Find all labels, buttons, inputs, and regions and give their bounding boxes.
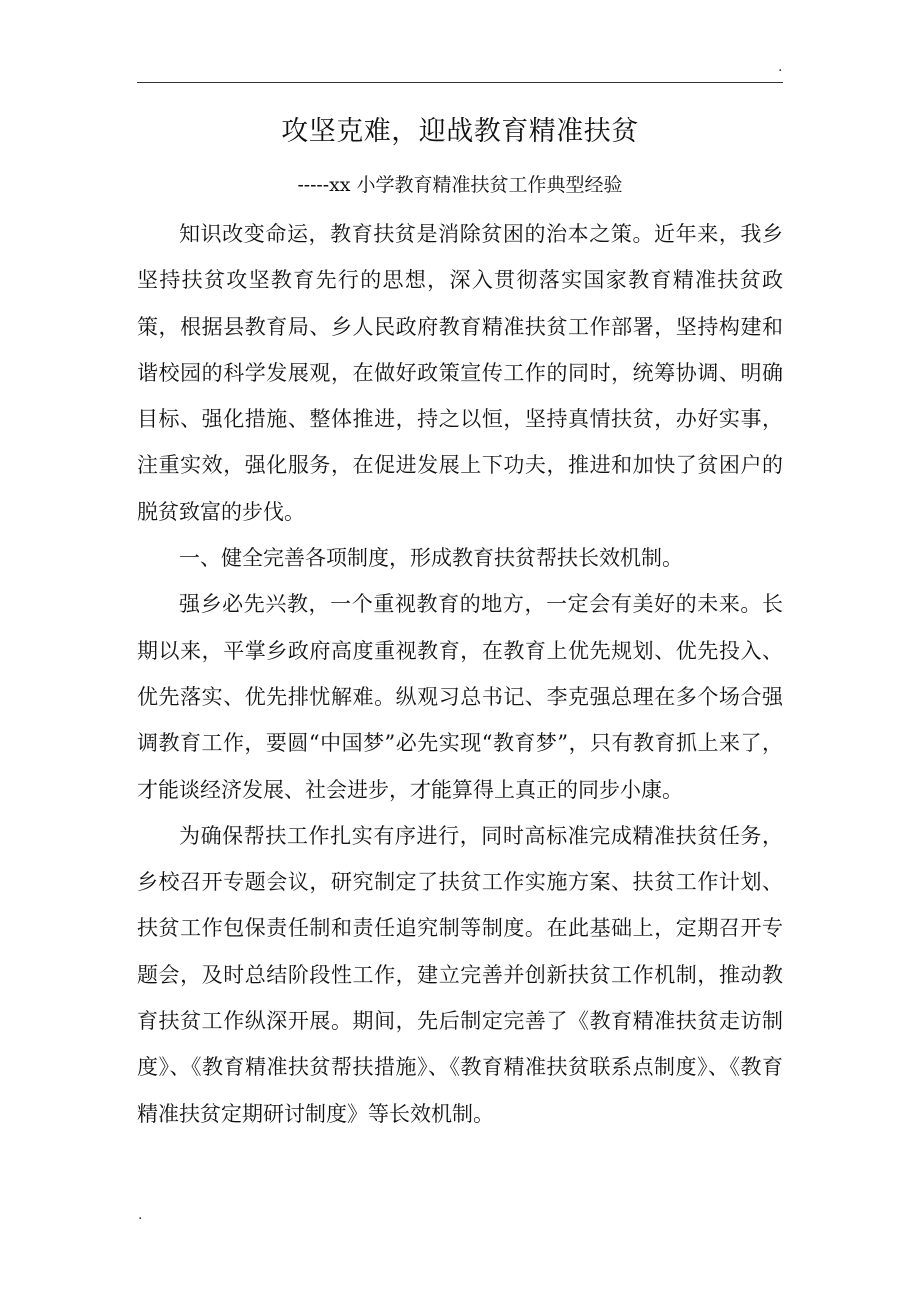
paragraph-mechanisms: 为确保帮扶工作扎实有序进行，同时高标准完成精准扶贫任务，乡校召开专题会议，研究制定了扶贫工作实施方案、扶贫工作计划、扶贫工作包保责任制和责任追究制等制度。在此基础上，定期召开专题会，及时总结阶段性工作，建立完善并创新扶贫工作机制，推动教育扶贫工作纵深开展。期间，先后制定完善了《教育精准扶贫走访制度》、《教育精准扶贫帮扶措施》、《教育精准扶贫联系点制度》、《教育精准扶贫定期研讨制度》等长效机制。 (137, 823, 783, 1126)
document-subtitle (137, 168, 783, 203)
section-heading-1: 一、健全完善各项制度，形成教育扶贫帮扶长效机制。 (179, 546, 683, 571)
header-mark: . (778, 59, 783, 75)
subtitle-dashes: ----- (297, 175, 330, 196)
document-body (137, 211, 783, 1137)
paragraph-education-priority: 强乡必先兴教，一个重视教育的地方，一定会有美好的未来。长期以来，平掌乡政府高度重视教育，在教育上优先规划、优先投入、优先落实、优先排忧解难。纵观习总书记、李克强总理在多个场合强调教育工作，要圆“中国梦”必先实现“教育梦”，只有教育抓上来了，才能谈经济发展、社会进步，才能算得上真正的同步小康。 (137, 592, 783, 802)
document-title: 攻坚克难，迎战教育精准扶贫 (281, 116, 639, 147)
subtitle-text: xx 小学教育精准扶贫工作典型经验 (329, 174, 623, 196)
footer-mark: . (138, 1207, 143, 1223)
paragraph-intro: 知识改变命运，教育扶贫是消除贫困的治本之策。近年来，我乡坚持扶贫攻坚教育先行的思想，深入贯彻落实国家教育精准扶贫政策，根据县教育局、乡人民政府教育精准扶贫工作部署，坚持构建和谐校园的科学发展观，在做好政策宣传工作的同时，统筹协调、明确目标、强化措施、整体推进，持之以恒，坚持真情扶贫，办好实事，注重实效，强化服务，在促进发展上下功夫，推进和加快了贫困户的脱贫致富的步伐。 (137, 222, 783, 524)
header-rule (137, 82, 783, 83)
